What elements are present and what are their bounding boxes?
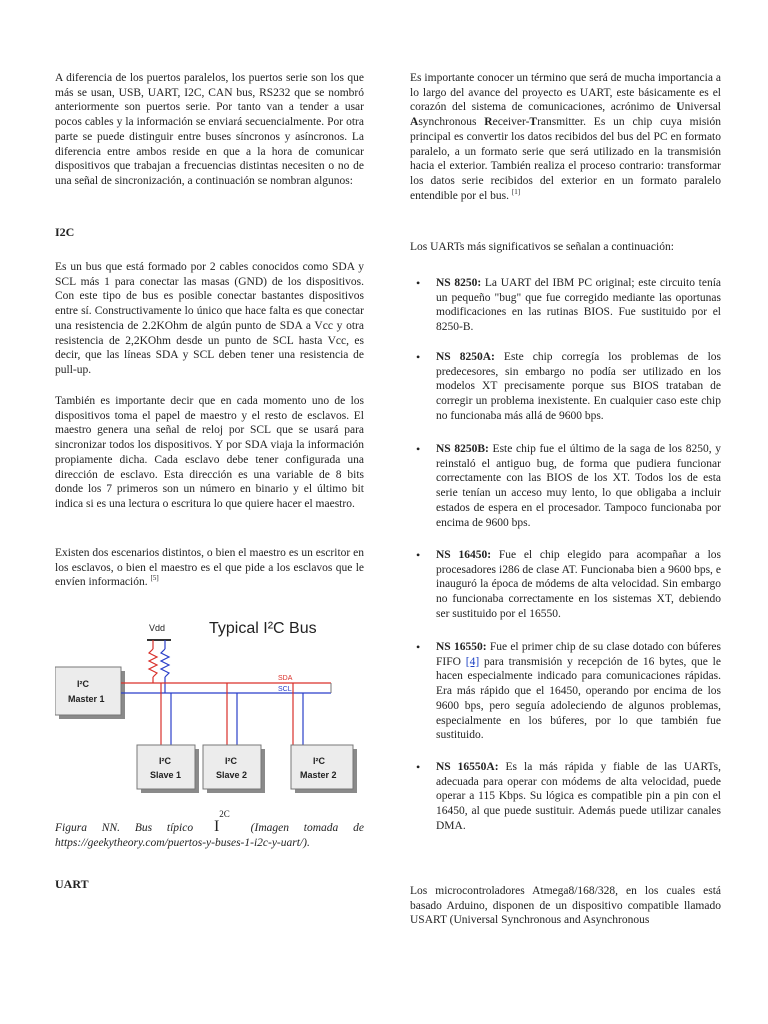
i2c-paragraph-3-text: Existen dos escenarios distintos, o bien el maestro es un escritor en los esclavos, o bien el maestro es el que pide a los esclavos que le envíen información. [55,547,364,589]
uarts-intro-line: Los UARTs más significativos se señalan a continuación: [410,241,674,253]
slave-2-label: Slave 2 [216,770,248,780]
master-2-label: Master 2 [300,770,337,780]
vdd-label: Vdd [149,623,166,633]
i2c-heading: I2C [55,225,75,239]
slave-1-label: Slave 1 [150,770,182,780]
caption-text-b: (Imagen tomada de https://geekytheory.com/puertos-y-buses-1-i2c-y-uart/). [55,822,365,849]
svg-text:I²C: I²C [313,756,325,766]
uart-intro-paragraph: Es importante conocer un término que será de mucha importancia a lo largo del avance del proyecto es UART, este básicamente es el corazón del sistema de comunicaciones, acrónimo de Universal Asynchronous Receiver-Transmitter. Es un chip cuya misión principal es convertir los datos recibidos del bus del PC en formato paralelo, a un formato serie que será utilizado en la transmisión hacia el exterior. También realiza el proceso contrario: transformar los datos serie recibidos del exterior en un formato paralelo entendible por el bus. [1] [410,72,721,202]
scl-pullup-resistor [161,649,169,677]
reference-4-link[interactable]: [4] [465,655,480,668]
svg-text:I²C: I²C [159,756,171,766]
master-1-box [55,667,121,715]
i2c-bus-diagram [55,607,367,797]
slave-2-box [203,745,261,789]
caption-text-a: Figura NN. Bus típico [55,822,194,834]
master-1-label: Master 1 [68,694,105,704]
sda-label: SDA [278,675,293,682]
scl-label: SCL [278,686,292,693]
i2c-paragraph-1: Es un bus que está formado por 2 cables conocidos como SDA y SCL más 1 para conectar las masas (GND) de los dispositivos. Con este tipo de bus es posible conectar bastantes dispositivos entre sí. Constructivamente lo único que hace falta es que conectar una resistencia de 2.2KOhm de algún punto de SDA a Vcc y otra resistencia de 2,2KOhm desde un punto de SCL hasta Vcc, es decir, que las líneas SDA y SCL deben tener una resistencia de pull-up. [55,261,364,376]
master-2-box [291,745,353,789]
svg-text:I²C: I²C [225,756,237,766]
diagram-title: Typical I²C Bus [209,620,317,637]
caption-symbol: $I^{2C}$ [213,809,230,835]
uart-heading: UART [55,877,89,891]
svg-text:I²C: I²C [77,679,89,689]
slave-1-box [137,745,195,789]
i2c-paragraph-2: También es importante decir que en cada momento uno de los dispositivos toma el papel de maestro y el resto de esclavos. El maestro genera una señal de reloj por SCL que se usará para sincronizar todos los dispositivos. Y por SDA viaja la información propiamente dicha. Cada esclavo debe tener configurada una dirección de esclavo. Esta dirección es una variable de 8 bits donde los 7 primeros son un número en binario y el último bit indica si es una lectura o escritura lo que quiere hacer el maestro. [55,395,364,510]
atmega-paragraph: Los microcontroladores Atmega8/168/328, en los cuales está basado Arduino, disponen de un dispositivo compatible llamado USART (Universal Synchronous and Asynchronous [410,885,721,927]
reference-1: [1] [511,187,521,196]
sda-pullup-resistor [149,649,157,677]
intro-paragraph: A diferencia de los puertos paralelos, los puertos serie son los que más se usan, USB, UART, I2C, CAN bus, RS232 que se nombró anteriormente son puertos serie. Por tanto van a tender a usar pocos cables y la información se enviará secuencialmente. Por otra parte se puede distinguir entre buses síncronos y asíncronos. La diferencia entre ambos reside en que a la hora de comunicar dispositivos que trabajan a frecuencias distintas necesiten o no de una señal de sincronización, a continuación se nombran algunos: [55,72,364,187]
reference-5: [5] [150,574,159,583]
i2c-paragraph-3 [55,546,364,590]
figure-caption [55,809,365,850]
